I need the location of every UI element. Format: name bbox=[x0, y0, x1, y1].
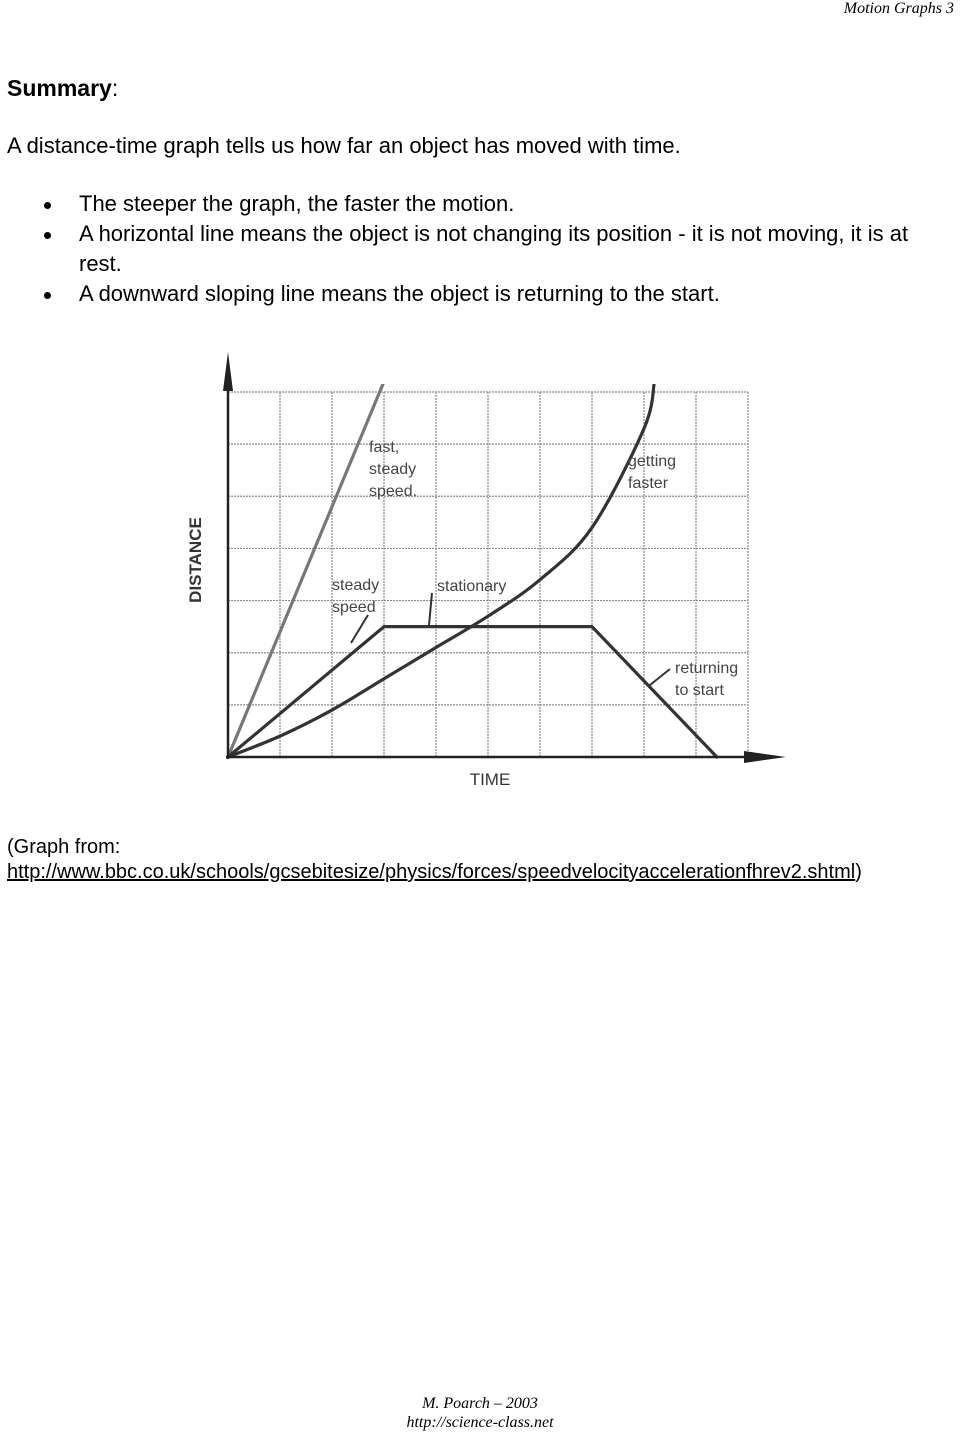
chart-annotation-line: returning bbox=[675, 660, 739, 677]
annotation-leader-line bbox=[650, 669, 670, 685]
chart-annotations bbox=[332, 439, 738, 699]
chart-annotation bbox=[332, 577, 379, 616]
graph-source-close: ) bbox=[855, 861, 862, 883]
summary-heading-text: Summary bbox=[7, 75, 112, 101]
graph-source-link[interactable]: http://www.bbc.co.uk/schools/gcsebitesize/physics/forces/speedvelocityaccelerationfhrev2.shtml bbox=[7, 861, 856, 883]
summary-intro: A distance-time graph tells us how far an object has moved with time. bbox=[7, 133, 681, 158]
bullet-item bbox=[0, 219, 960, 279]
chart-annotation-line: fast, bbox=[369, 439, 400, 456]
bullet-text: A horizontal line means the object is not changing its position - it is not moving, it is at rest. bbox=[79, 221, 909, 276]
chart-svg bbox=[170, 345, 810, 805]
bullet-text: A downward sloping line means the object is returning to the start. bbox=[79, 281, 720, 306]
bullet-item bbox=[0, 279, 960, 309]
chart-annotation-line: steady bbox=[332, 577, 380, 594]
annotation-leader-line bbox=[429, 593, 432, 625]
chart-annotation-line: steady bbox=[369, 461, 417, 478]
chart-annotation-line: to start bbox=[675, 682, 724, 699]
bullet-text: The steeper the graph, the faster the motion. bbox=[79, 191, 515, 216]
chart-annotation bbox=[628, 453, 676, 492]
chart-annotation bbox=[437, 578, 506, 595]
chart-annotation-line: speed bbox=[332, 599, 376, 616]
chart-annotation-line: stationary bbox=[437, 578, 507, 595]
graph-source bbox=[7, 835, 862, 885]
footer-site: http://science-class.net bbox=[406, 1414, 554, 1431]
graph-source-label: (Graph from: bbox=[7, 836, 121, 858]
chart-annotation bbox=[369, 439, 417, 500]
page-header-title: Motion Graphs 3 bbox=[843, 0, 954, 17]
summary-bullet-list bbox=[0, 189, 960, 309]
annotation-leader-line bbox=[351, 615, 368, 643]
chart-axes bbox=[223, 352, 786, 763]
chart-annotation-line: getting bbox=[628, 453, 677, 470]
page-footer bbox=[0, 1394, 960, 1432]
x-axis-arrow-icon bbox=[744, 751, 786, 763]
series-line-2 bbox=[228, 382, 654, 757]
chart-annotation bbox=[675, 660, 738, 699]
series-line-0 bbox=[228, 382, 384, 757]
chart-annotation-line: faster bbox=[628, 475, 669, 492]
footer-author: M. Poarch – 2003 bbox=[422, 1395, 538, 1412]
bullet-dot-icon bbox=[44, 232, 51, 239]
distance-time-chart bbox=[170, 345, 810, 805]
y-axis-label: DISTANCE bbox=[186, 517, 205, 603]
x-axis-label: TIME bbox=[469, 770, 511, 789]
summary-heading bbox=[7, 74, 118, 102]
y-axis-arrow-icon bbox=[223, 352, 233, 391]
bullet-item bbox=[0, 189, 960, 219]
graph-source-url-line bbox=[7, 860, 862, 885]
bullet-dot-icon bbox=[44, 292, 51, 299]
chart-grid bbox=[228, 392, 748, 757]
bullet-dot-icon bbox=[44, 202, 51, 209]
summary-heading-colon: : bbox=[111, 75, 119, 101]
chart-annotation-line: speed. bbox=[369, 483, 418, 500]
